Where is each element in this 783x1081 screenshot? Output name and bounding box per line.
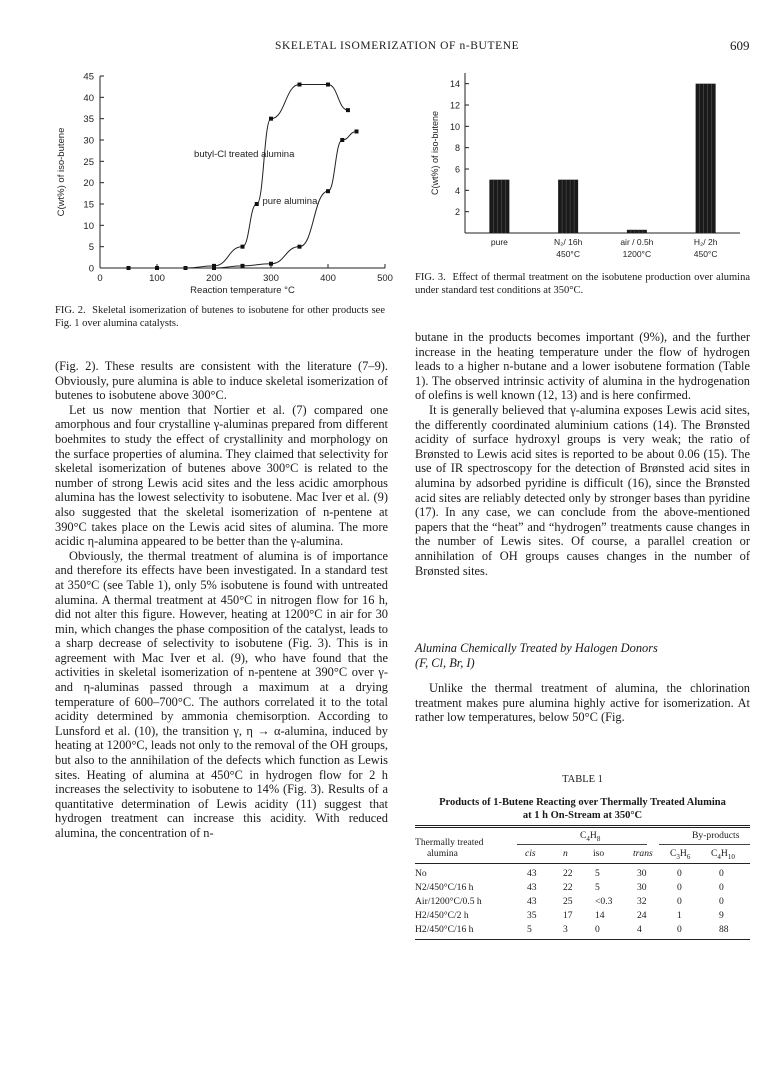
table-cell: 0 bbox=[719, 882, 724, 893]
table-cell: 5 bbox=[595, 868, 600, 879]
fig3-category-label: N₂/ 16h bbox=[553, 237, 583, 247]
table-row-label: N2/450°C/16 h bbox=[415, 882, 474, 893]
fig3-y-tick-label: 4 bbox=[454, 185, 460, 196]
table-cell: 22 bbox=[563, 882, 573, 893]
col-header: iso bbox=[593, 848, 605, 859]
fig2-x-tick-label: 400 bbox=[320, 273, 336, 284]
fig2-y-tick-label: 45 bbox=[83, 71, 94, 83]
paragraph: (Fig. 2). These results are consistent with the literature (7–9). Obviously, pure alumina is able to induce skeletal isomerization of butenes to isobutene above 300°C. bbox=[55, 359, 388, 403]
fig3-caption-text: Effect of thermal treatment on the isobutene production over alumina under standard test conditions at 350°C. bbox=[415, 272, 750, 296]
fig3-y-tick-label: 10 bbox=[449, 121, 460, 132]
table-cell: 24 bbox=[637, 910, 647, 921]
fig3-category-label: H₂/ 2h bbox=[693, 237, 718, 247]
table-cell: 17 bbox=[563, 910, 573, 921]
fig2-data-point bbox=[127, 266, 131, 270]
table-cell: 30 bbox=[637, 868, 647, 879]
table-cell: 0 bbox=[677, 896, 682, 907]
paragraph: It is generally believed that γ-alumina exposes Lewis acid sites, the differently coordinated aluminium cations (14). The Brønsted acidity of surface hydroxyl groups is very weak; the ratio of Brønsted to Lewis acid sites is reported to be about 0.06 (15). The use of IR spectroscopy for the detection of Brønsted acid sites in alumina by adsorbed pyridine is difficult (16), since the Brønsted acid sites are reliably detected only by stronger bases than pyridine (17). In any case, we can conclude from the above-mentioned papers that the “heat” and “hydrogen” treatments cause changes in the number of Lewis sites. Of course, a parallel creation or annihilation of OH groups causes changes in the number of Brønsted sites. bbox=[415, 402, 750, 578]
paragraph: Obviously, the thermal treatment of alumina is of importance and therefore its effects have been investigated. In a standard test at 350°C (see Table 1), only 5% isobutene is found with untreated alumina. A thermal treatment at 450°C in nitrogen flow for 16 h, did not alter this figure. However, heating at 1200°C in air for 30 min, which changes the phase composition of the catalyst, leads to a sharp decrease of selectivity to isobutene (Fig. 3). This is in agreement with Mac Iver et al. (9), who have found that the activities in skeletal isomerization of n-pentene at 390°C over γ- and η-aluminas passed through a maximum at a drying temperature of 600–700°C. The authors correlated it to the total acidity determined by ammonia chemisorption. According to Lunsford et al. (10), the transition γ, η → α-alumina, induced by heating at 1200°C, leads not only to the removal of the OH groups, but also to the annihilation of the defects which function as Lewis sites. Heating of alumina at 450°C in hydrogen flow for 2 h increases the selectivity to isobutene to 14% (Fig. 3). Results of a quantitative determination of Lewis acidity (11) suggest that hydrogen treatment can increase this acidity. With reduced alumina, the concentration of n- bbox=[55, 548, 388, 840]
fig2-y-tick-label: 15 bbox=[83, 199, 94, 211]
fig2-y-tick-label: 35 bbox=[83, 114, 94, 126]
paragraph: butane in the products becomes important (9%), and the further increase in the heating temperature under the flow of hydrogen leads to a higher n-butane and a lower isobutene formation (Table 1). The observed intrinsic activity of alumina in the hydrogenation of olefins is well known (12, 13) and is here confirmed. bbox=[415, 330, 750, 403]
table-cell: 25 bbox=[563, 896, 573, 907]
section-heading-line2: (F, Cl, Br, I) bbox=[415, 656, 475, 670]
fig2-y-tick-label: 0 bbox=[88, 263, 94, 275]
fig3-category-label: pure bbox=[490, 237, 508, 247]
fig2-caption bbox=[55, 305, 385, 330]
table-cell: 35 bbox=[527, 910, 537, 921]
table-cell: 4 bbox=[637, 924, 642, 935]
table-row-label: H2/450°C/16 h bbox=[415, 924, 474, 935]
left-column bbox=[55, 359, 388, 841]
table-cell: 9 bbox=[719, 910, 724, 921]
fig2-y-tick-label: 5 bbox=[88, 242, 94, 254]
table-title bbox=[415, 796, 750, 822]
table-cell: 14 bbox=[595, 910, 605, 921]
table-cell: 3 bbox=[563, 924, 568, 935]
fig3-y-tick-label: 12 bbox=[449, 100, 460, 111]
col-header: cis bbox=[525, 848, 536, 859]
fig2-data-point bbox=[241, 245, 245, 249]
col-header: $C_4H_{10}$ bbox=[711, 848, 735, 861]
fig2-caption-text: Skeletal isomerization of butenes to isobutene for other products see Fig. 1 over alumina catalysts. bbox=[55, 305, 385, 329]
fig3-caption bbox=[415, 272, 750, 297]
table-cell: 43 bbox=[527, 882, 537, 893]
fig3-bar bbox=[696, 84, 716, 233]
fig3-category-sublabel: 1200°C bbox=[622, 249, 652, 259]
row-header: Thermally treated alumina bbox=[415, 837, 484, 859]
fig3-caption-label: FIG. 3. bbox=[415, 272, 446, 283]
table-cell: <0.3 bbox=[595, 896, 613, 907]
fig3-y-axis-label: C(wt%) of iso-butene bbox=[430, 110, 440, 196]
fig3-category-sublabel: 450°C bbox=[693, 249, 718, 259]
fig3-bar bbox=[558, 180, 578, 233]
fig2-x-tick-label: 300 bbox=[263, 273, 279, 284]
table-cell: 43 bbox=[527, 868, 537, 879]
fig2-data-point bbox=[298, 83, 302, 87]
col-group-byproducts: By-products bbox=[692, 830, 740, 841]
right-column bbox=[415, 330, 750, 578]
fig2-caption-label: FIG. 2. bbox=[55, 305, 86, 316]
fig2-x-tick-label: 200 bbox=[206, 273, 222, 284]
fig2-x-tick-label: 500 bbox=[377, 273, 393, 284]
fig2-x-tick-label: 0 bbox=[97, 273, 103, 284]
fig3-y-tick-label: 6 bbox=[454, 164, 460, 175]
fig2-y-tick-label: 20 bbox=[83, 178, 94, 190]
fig2-data-point bbox=[269, 117, 273, 121]
fig2-y-tick-label: 40 bbox=[83, 92, 94, 104]
table-cell: 22 bbox=[563, 868, 573, 879]
table-cell: 0 bbox=[719, 896, 724, 907]
table-label: TABLE 1 bbox=[562, 774, 603, 785]
fig2-data-point bbox=[346, 108, 350, 112]
table-cell: 5 bbox=[527, 924, 532, 935]
col-header: n bbox=[563, 848, 568, 859]
section-paragraph bbox=[415, 681, 750, 725]
fig2-data-point bbox=[340, 138, 344, 142]
table-cell: 0 bbox=[595, 924, 600, 935]
fig2-series-label-pure: pure alumina bbox=[262, 196, 318, 207]
running-title: SKELETAL ISOMERIZATION OF n-BUTENE bbox=[275, 40, 520, 52]
fig3-category-sublabel: 450°C bbox=[556, 249, 580, 259]
fig2-data-point bbox=[269, 262, 273, 266]
table-cell: 88 bbox=[719, 924, 729, 935]
fig2-y-tick-label: 25 bbox=[83, 156, 94, 168]
fig2-y-axis-label: C(wt%) of iso-butene bbox=[56, 127, 67, 217]
fig2-x-tick-label: 100 bbox=[149, 273, 165, 284]
col-header: trans bbox=[633, 848, 653, 859]
table-cell: 0 bbox=[677, 924, 682, 935]
paragraph: Let us now mention that Nortier et al. (7) compared one amorphous and four crystalline γ-aluminas prepared from different boehmites to study the effect of crystallinity and morphology on the surface properties of alumina. They claimed that selectivity for skeletal isomerization of butenes above 300°C is related to the number of strong Lewis acid sites and the less acidic amorphous alumina has the lowest selectivity to isobutene. Mac Iver et al. (9) also suggested that the skeletal isomerization of n-pentene at 390°C takes place on the Lewis acid sites of alumina. The more acidic η-alumina appeared to be better than the γ-alumina. bbox=[55, 402, 388, 549]
fig2-data-point bbox=[212, 266, 216, 270]
fig2-y-tick-label: 10 bbox=[83, 220, 94, 232]
table-row-label: Air/1200°C/0.5 h bbox=[415, 896, 482, 907]
fig3-bar bbox=[489, 180, 509, 233]
fig3-y-tick-label: 8 bbox=[454, 143, 460, 154]
paragraph: Unlike the thermal treatment of alumina, the chlorination treatment makes pure alumina highly active for isomerization. At rather low temperatures, below 50°C (Fig. bbox=[415, 681, 750, 725]
table-1 bbox=[415, 825, 750, 950]
table-cell: 30 bbox=[637, 882, 647, 893]
table-cell: 0 bbox=[677, 868, 682, 879]
fig2-series-line bbox=[129, 85, 348, 268]
fig2-chart bbox=[50, 68, 393, 298]
fig2-data-point bbox=[255, 202, 259, 206]
table-cell: 32 bbox=[637, 896, 647, 907]
table-cell: 43 bbox=[527, 896, 537, 907]
table-cell: 1 bbox=[677, 910, 682, 921]
fig2-data-point bbox=[355, 129, 359, 133]
table-row-label: No bbox=[415, 868, 427, 879]
section-heading bbox=[415, 641, 750, 671]
fig2-data-point bbox=[326, 189, 330, 193]
fig3-category-label: air / 0.5h bbox=[620, 237, 654, 247]
fig2-x-axis-label: Reaction temperature °C bbox=[190, 285, 295, 296]
fig3-y-tick-label: 2 bbox=[454, 207, 460, 218]
fig2-y-tick-label: 30 bbox=[83, 135, 94, 147]
table-title-line1: Products of 1-Butene Reacting over Thermally Treated Alumina bbox=[439, 797, 726, 808]
fig2-series-label-butyl: butyl-Cl treated alumina bbox=[194, 149, 295, 161]
fig2-data-point bbox=[326, 83, 330, 87]
table-title-line2: at 1 h On-Stream at 350°C bbox=[522, 810, 643, 821]
table-cell: 0 bbox=[677, 882, 682, 893]
fig2-data-point bbox=[155, 266, 159, 270]
col-group-c4h8: $C_4H_8$ bbox=[580, 830, 601, 843]
table-cell: 5 bbox=[595, 882, 600, 893]
fig2-data-point bbox=[298, 245, 302, 249]
table-row-label: H2/450°C/2 h bbox=[415, 910, 469, 921]
fig3-bar bbox=[627, 230, 647, 233]
fig3-chart bbox=[400, 68, 745, 268]
section-heading-line1: Alumina Chemically Treated by Halogen Donors bbox=[415, 641, 658, 655]
page-number: 609 bbox=[730, 38, 750, 53]
fig2-data-point bbox=[241, 264, 245, 268]
table-cell: 0 bbox=[719, 868, 724, 879]
fig3-y-tick-label: 14 bbox=[449, 79, 460, 90]
col-header: $C_3H_6$ bbox=[670, 848, 691, 861]
